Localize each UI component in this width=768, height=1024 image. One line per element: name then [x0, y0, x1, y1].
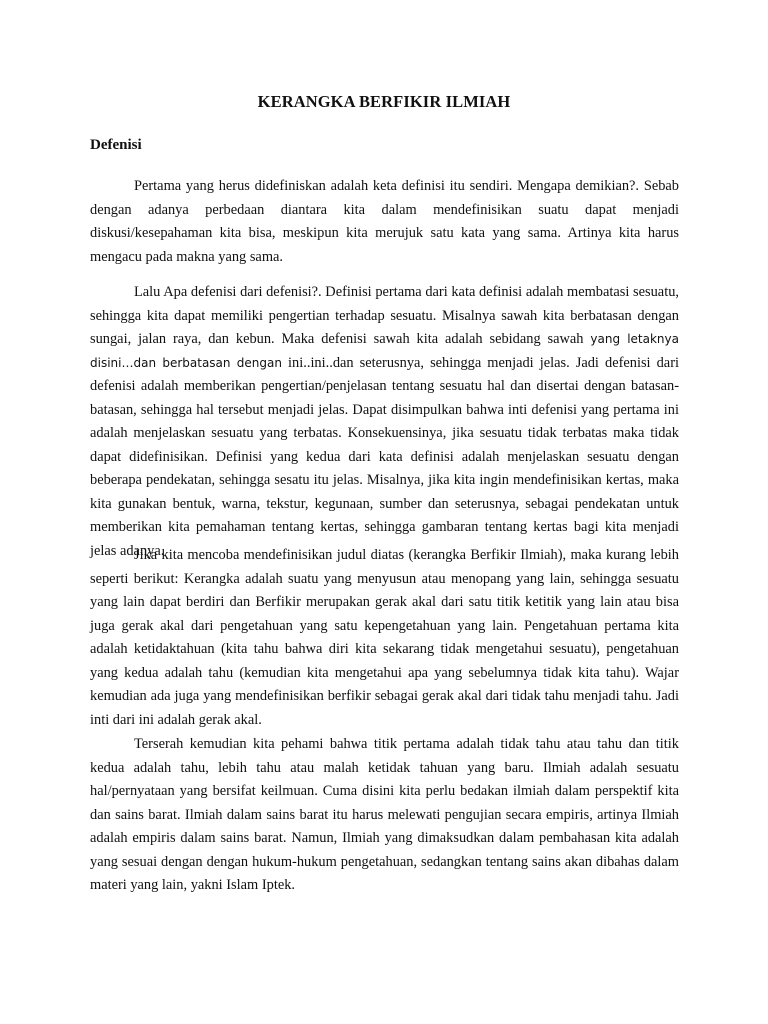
section-heading: Defenisi — [90, 137, 142, 153]
document-title: KERANGKA BERFIKIR ILMIAH — [257, 92, 511, 111]
paragraph-3: Jika kita mencoba mendefinisikan judul diatas (kerangka Berfikir Ilmiah), maka kurang lebih seperti berikut: Kerangka adalah suatu yang menyusun atau menopang yang lain, sehingga sesuatu yang lain dapat berdiri dan Berfikir merupakan gerak akal dari satu titik ketitik yang lain atau bisa juga gerak akal dari pengetahuan yang satu kepengetahuan yang lain. Pengetahuan pertama kita adalah ketidaktahuan (kita tahu bahwa diri kita sekarang tidak mengetahui sesuatu), pengetahuan yang kedua adalah tahu (kemudian kita mengetahui apa yang sebelumnya tidak kita tahu). Wajar kemudian ada juga yang mendefinisikan berfikir sebagai gerak akal dari tidak tahu menjadi tahu. Jadi inti dari ini adalah gerak akal. — [90, 547, 679, 728]
paragraph-2-text-a: Lalu Apa defenisi dari defenisi?. Definisi pertama dari kata definisi adalah membatasi sesuatu, sehingga kita dapat memiliki pengertian terhadap sesuatu. Misalnya sawah kita berbatasan dengan sungai, jalan raya, dan kebun. Maka defenisi sawah kita adalah sebidang sawah — [90, 284, 679, 347]
paragraph-4: Terserah kemudian kita pehami bahwa titik pertama adalah tidak tahu atau tahu dan titik kedua adalah tahu, lebih tahu atau malah ketidak tahuan yang baru. Ilmiah adalah sesuatu hal/pernyataan yang bersifat keilmuan. Cuma disini kita perlu bedakan ilmiah dalam perspektif kita dan sains barat. Ilmiah dalam sains barat itu harus melewati pengujian secara empiris, artinya Ilmiah adalah empiris dalam sains barat. Namun, Ilmiah yang dimaksudkan dalam pembahasan kita adalah yang sesuai dengan dengan hukum-hukum pengetahuan, sedangkan tentang sains akan dibahas dalam materi yang lain, yakni Islam Iptek. — [90, 736, 679, 893]
paragraph-2-mono-fragment: yang letaknya disini…dan berbatasan dengan — [90, 332, 679, 370]
paragraph-2 — [90, 281, 679, 563]
paragraph-2-text-b: ini..ini..dan seterusnya, sehingga menjadi jelas. Jadi defenisi dari defenisi adalah memberikan pengertian/penjelasan tentang sesuatu hal dan disertai dengan batasan-batasan, sehingga hal tersebut menjadi jelas. Dapat disimpulkan bahwa inti defenisi yang pertama ini adalah menjelaskan sesuatu yang terbatas. Konsekuensinya, jika sesuatu tidak terbatas maka tidak dapat didefinisikan. Definisi yang kedua dari kata definisi adalah menjelaskan sesuatu dengan beberapa pendekatan, sehingga sesatu itu jelas. Misalnya, jika kita ingin mendefinisikan kertas, maka kita gunakan bentuk, warna, tekstur, kegunaan, sumber dan seterusnya, sebagai pendekatan untuk memberikan kita pemahaman tentang kertas, sehingga gambaran tentang kertas bagi kita menjadi jelas adanya. — [90, 354, 679, 559]
paragraph-1: Pertama yang herus didefiniskan adalah keta definisi itu sendiri. Mengapa demikian?. Sebab dengan adanya perbedaan diantara kita dalam mendefinisikan suatu dapat menjadi diskusi/kesepahaman kita bisa, meskipun kita merujuk satu kata yang sama. Artinya kita harus mengacu pada makna yang sama. — [90, 178, 679, 265]
